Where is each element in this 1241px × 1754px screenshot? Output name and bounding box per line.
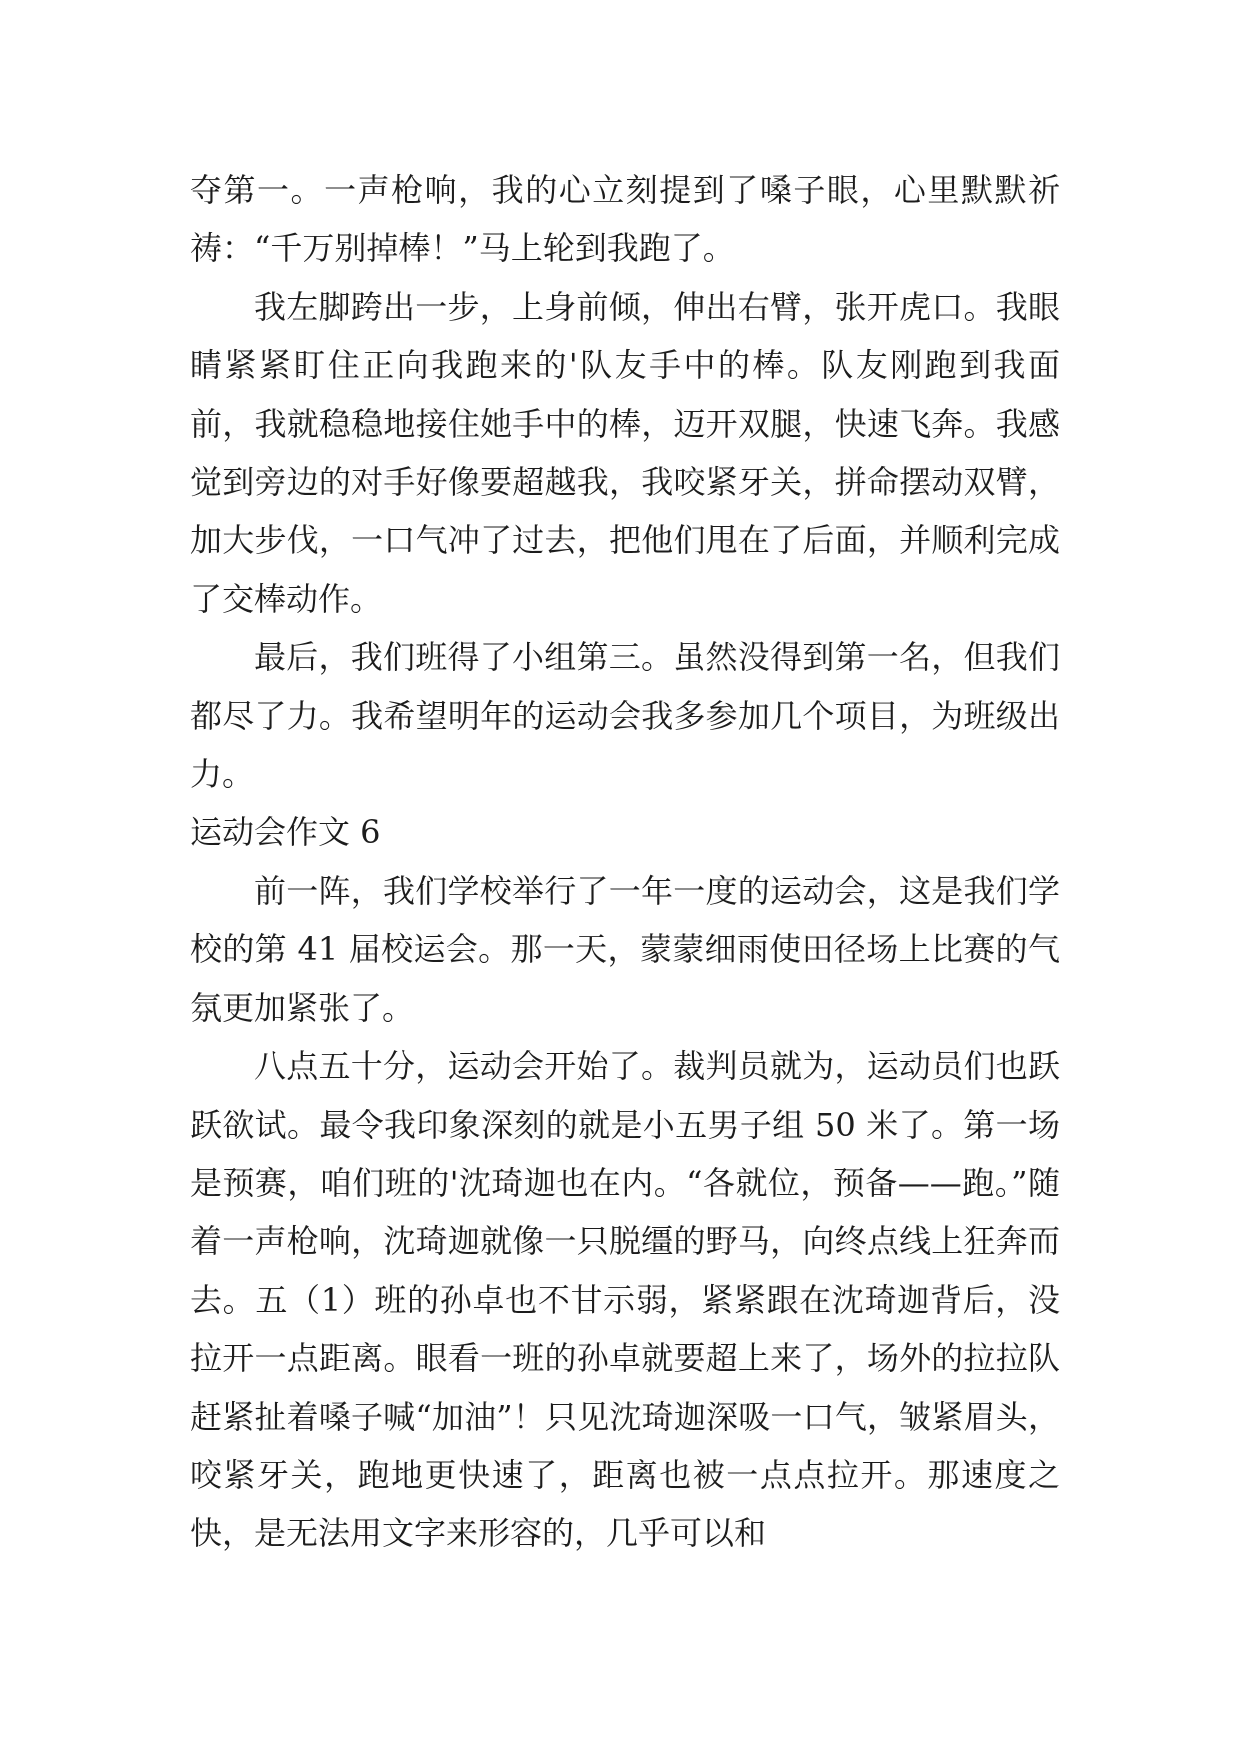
paragraph-result: 最后，我们班得了小组第三。虽然没得到第一名，但我们都尽了力。我希望明年的运动会我多参加几个项目，为班级出力。 (190, 638, 1060, 794)
document-page (190, 161, 1060, 1563)
paragraph-relay-handoff: 我左脚跨出一步，上身前倾，伸出右臂，张开虎口。我眼睛紧紧盯住正向我跑来的'队友手中的棒。队友刚跑到我面前，我就稳稳地接住她手中的棒，迈开双腿，快速飞奔。我感觉到旁边的对手好像要超越我，我咬紧牙关，拼命摆动双臂，加大步伐，一口气冲了过去，把他们甩在了后面，并顺利完成了交棒动作。 (190, 287, 1060, 618)
paragraph-continuation: 夺第一。一声枪响，我的心立刻提到了嗓子眼，心里默默祈祷：“千万别掉棒！”马上轮到我跑了。 (190, 171, 1060, 268)
paragraph-intro: 前一阵，我们学校举行了一年一度的运动会，这是我们学校的第 41 届校运会。那一天，蒙蒙细雨使田径场上比赛的气氛更加紧张了。 (190, 871, 1060, 1027)
paragraph-race: 八点五十分，运动会开始了。裁判员就为，运动员们也跃跃欲试。最令我印象深刻的就是小五男子组 50 米了。第一场是预赛，咱们班的'沈琦迦也在内。“各就位，预备——跑。”随着一声枪响，沈琦迦就像一只脱缰的野马，向终点线上狂奔而去。五（1）班的孙卓也不甘示弱，紧紧跟在沈琦迦背后，没拉开一点距离。眼看一班的孙卓就要超上来了，场外的拉拉队赶紧扯着嗓子喊“加油”！只见沈琦迦深吸一口气，皱紧眉头，咬紧牙关，跑地更快速了，距离也被一点点拉开。那速度之快，是无法用文字来形容的，几乎可以和 (190, 1047, 1060, 1553)
section-title: 运动会作文 6 (190, 813, 381, 852)
